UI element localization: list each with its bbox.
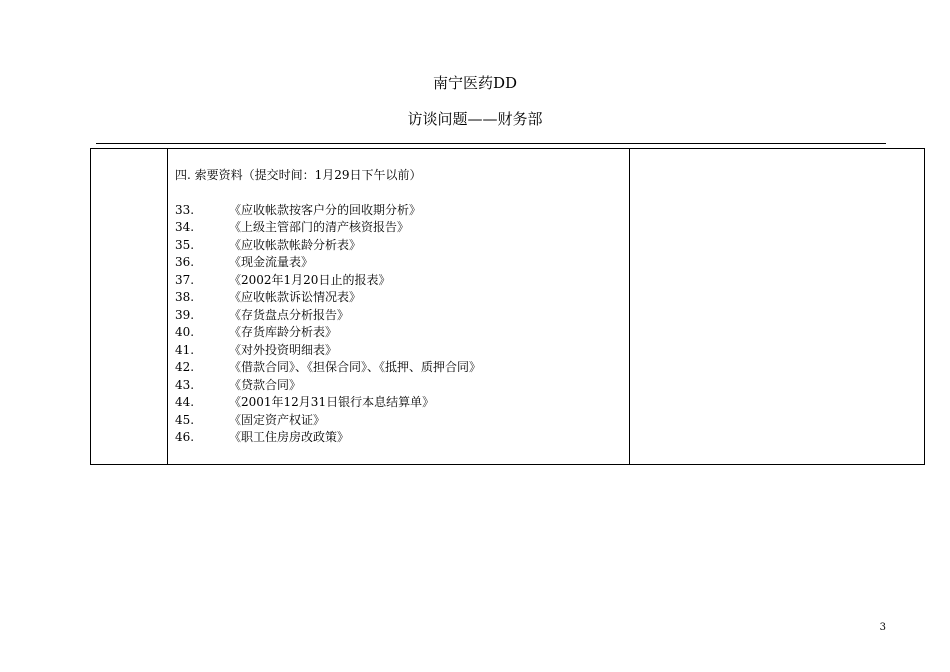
question-cell <box>175 167 625 447</box>
column-divider-2 <box>629 149 630 464</box>
list-item <box>175 394 625 412</box>
document-subtitle: 访谈问题——财务部 <box>407 110 543 128</box>
item-text: 《应收帐款帐龄分析表》 <box>229 237 362 252</box>
item-text: 《职工住房房改政策》 <box>229 430 350 444</box>
item-text: 《应收帐款诉讼情况表》 <box>229 290 362 304</box>
list-item <box>175 412 625 430</box>
item-number: 35. <box>175 237 195 252</box>
list-item <box>175 237 625 255</box>
item-text: 《贷款合同》 <box>229 377 302 392</box>
document-request-list <box>175 202 625 447</box>
list-item <box>175 289 625 307</box>
item-number: 41. <box>175 342 195 357</box>
item-text: 《应收帐款按客户分的回收期分析》 <box>229 202 422 217</box>
document-title: 南宁医药DD <box>432 74 518 92</box>
item-number: 38. <box>175 290 195 304</box>
item-text: 《固定资产权证》 <box>229 412 326 427</box>
column-divider-1 <box>167 149 168 464</box>
item-number: 43. <box>175 377 195 392</box>
list-item <box>175 307 625 325</box>
item-number: 39. <box>175 307 195 322</box>
list-item <box>175 377 625 395</box>
item-text: 《2001年12月31日银行本息结算单》 <box>229 395 435 409</box>
list-item <box>175 324 625 342</box>
list-item <box>175 202 625 220</box>
list-item <box>175 359 625 377</box>
item-text: 《存货盘点分析报告》 <box>229 307 350 322</box>
item-number: 36. <box>175 255 195 269</box>
item-number: 42. <box>175 360 195 374</box>
item-text: 《存货库龄分析表》 <box>229 325 338 339</box>
list-item <box>175 254 625 272</box>
list-item <box>175 342 625 360</box>
item-number: 40. <box>175 325 195 339</box>
item-number: 34. <box>175 220 195 234</box>
item-number: 33. <box>175 202 195 217</box>
item-number: 37. <box>175 272 195 287</box>
list-item <box>175 272 625 290</box>
page-number: 3 <box>879 622 886 633</box>
interview-table <box>90 148 925 465</box>
item-number: 45. <box>175 412 195 427</box>
item-text: 《现金流量表》 <box>229 255 314 269</box>
list-item <box>175 429 625 447</box>
list-item <box>175 219 625 237</box>
header-rule <box>96 143 886 144</box>
item-number: 44. <box>175 395 195 409</box>
item-text: 《借款合同》、《担保合同》、《抵押、质押合同》 <box>229 360 482 374</box>
section-heading: 四. 索要资料（提交时间：1月29日下午以前） <box>175 168 422 182</box>
item-text: 《对外投资明细表》 <box>229 342 338 357</box>
item-text: 《2002年1月20日止的报表》 <box>229 272 391 287</box>
item-number: 46. <box>175 430 195 444</box>
item-text: 《上级主管部门的清产核资报告》 <box>229 220 410 234</box>
